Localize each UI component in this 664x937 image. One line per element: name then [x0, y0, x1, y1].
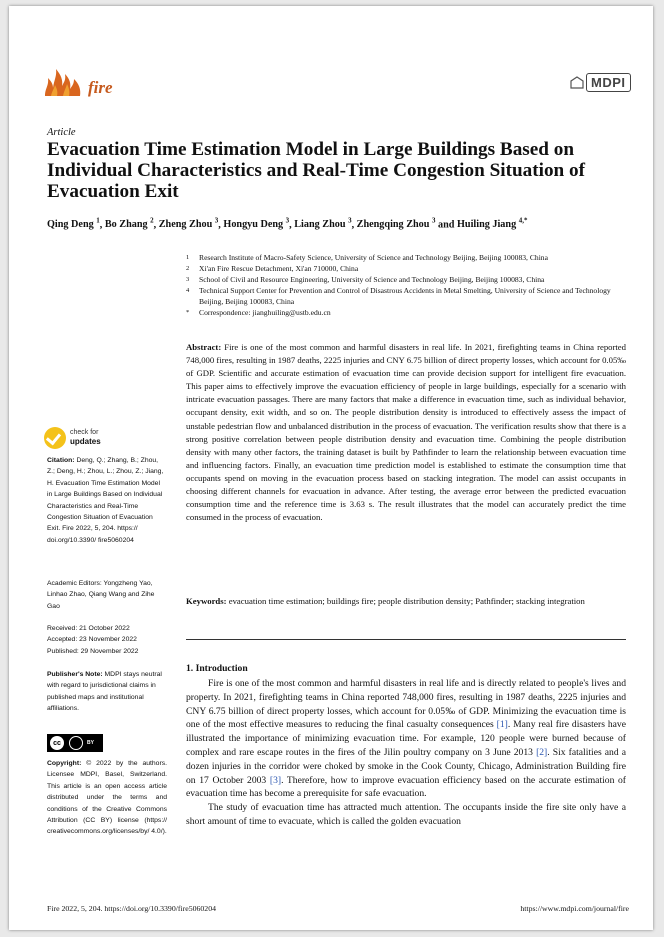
section-divider: [186, 639, 626, 640]
affiliation-item: [186, 307, 626, 318]
citation-block: [47, 455, 167, 546]
academic-editors: [47, 578, 167, 612]
check-for-label: check for: [70, 429, 99, 436]
affiliation-number: 2: [186, 265, 190, 272]
abstract-text: Fire is one of the most common and harmful disasters in real life. In 2021, firefighting teams in China reported 748,000 fires, resulting in 1987 deaths, 2225 injuries and CNY 6.75 billion of direct property losses, which account for 0.05‰ of GDP. Scientific and accurate estimation of evacuation time can provide decision support for intelligent fire evacuation. This paper aims to effectively improve the evacuation efficiency of people in large buildings, especially for a scenario with intricate evacuation passages. There are many factors that make a difference in evacuation time, such as individual behavior, occupant density, exit width, and so on. The people distribution density is introduced to effectively assess the impact of unstable pedestrian flow and unbalanced distribution in the process of evacuation. The verification results show that there is a strong positive correlation between people distribution density and evacuation time. Combining the people distribution density with many other factors, the training dataset is built by Pathfinder to learn the relationship between evacuation time and influencing factors. Finally, an evacuation time prediction model is established to estimate the consumption time that occupants spend on moving in the evacuation process based on stacking integration. The model can assist occupants in choosing different channels for evacuation in advance. After testing, the average error between the predicted evacuation consumption time and the reference time is 3.63 s. The result illustrates that the model can accurately predict the time consumed in the process of evacuation.: [186, 342, 627, 523]
section-heading: 1. Introduction: [186, 663, 248, 674]
dates-block: [47, 623, 167, 657]
author-affiliation-marker: 1: [96, 217, 100, 225]
article-type: Article: [47, 127, 76, 138]
affiliations: [186, 252, 626, 318]
footer-citation[interactable]: Fire 2022, 5, 204. https://doi.org/10.3390/fire5060204: [47, 904, 216, 913]
abstract: [186, 341, 626, 524]
author-name[interactable]: Liang Zhou $^3$: [294, 217, 352, 231]
affiliation-text: Technical Support Center for Prevention and Control of Disastrous Accidents in Metal Smelting, University of Science and Technology Beijing, Beijing 100083, China: [199, 286, 611, 306]
section-body: [186, 677, 626, 829]
author-name[interactable]: Hongyu Deng $^3$: [223, 217, 290, 231]
body-paragraph: [186, 677, 626, 801]
accepted-date: Accepted: 23 November 2022: [47, 636, 137, 644]
citation-link[interactable]: [2]: [536, 746, 548, 758]
keywords-text: evacuation time estimation; buildings fire; people distribution density; Pathfinder; stacking integration: [228, 596, 585, 606]
abstract-label: Abstract:: [186, 342, 222, 352]
citation-link[interactable]: [3]: [269, 774, 282, 786]
check-updates-icon: [44, 427, 66, 449]
editors-label: Academic Editors:: [47, 580, 102, 587]
body-text: . Six fatalities and a dozen injuries in the corridor were choked by smoke in the Cook County, Chicago, Administration Building fire on 17 October 2003: [186, 746, 626, 786]
body-text: . Many real fire disasters have illustrated the importance of minimizing evacuation time. For example, 120 people were burned because of complex and rare escape routes in the fires of the Jilin poultry company on 3 June 2013: [186, 719, 626, 758]
affiliation-text: Xi'an Fire Rescue Detachment, Xi'an 710000, China: [199, 264, 359, 273]
copyright-text: © 2022 by the authors. Licensee MDPI, Basel, Switzerland. This article is an open access article distributed under the terms and conditions of the Creative Commons Attribution (CC BY) license (https:// creativecommons.org/licenses/by/ 4.0/).: [47, 760, 168, 836]
editors-names: Yongzheng Yao, Linhao Zhao, Qiang Wang and Zihe Gao: [47, 580, 155, 610]
footer-journal-url[interactable]: https://www.mdpi.com/journal/fire: [520, 904, 629, 913]
keywords-label: Keywords:: [186, 596, 227, 606]
body-text: Fire is one of the most common and harmful disasters in real life and is directly related to people's lives and property. In 2021, firefighting teams in China reported 748,000 fires, resulting in 1987 deaths, 2225 injuries and CNY 6.75 billion of direct property losses, which account for 0.05‰ of GDP. Minimizing the evacuation time is one of the most effective measures to reducing the final casualty consequences: [186, 678, 626, 731]
received-date: Received: 21 October 2022: [47, 625, 130, 632]
affiliation-text: Research Institute of Macro-Safety Science, University of Science and Technology Beijing, Beijing 100083, China: [199, 253, 548, 262]
publishers-note: [47, 669, 167, 715]
author-name[interactable]: Zhengqing Zhou $^3$: [356, 217, 436, 231]
affiliation-text: Correspondence: jianghuiling@ustb.edu.cn: [199, 308, 331, 317]
publisher-logo[interactable]: [570, 73, 631, 92]
copyright-block: [47, 758, 167, 838]
author-affiliation-marker: 3: [431, 217, 436, 225]
publishers-note-text: MDPI stays neutral with regard to jurisdictional claims in published maps and institutional affiliations.: [47, 671, 162, 713]
affiliation-item: [186, 263, 626, 274]
keywords: [186, 595, 626, 608]
check-for-updates-badge[interactable]: [44, 427, 101, 449]
cc-by-license-badge[interactable]: [47, 734, 103, 752]
body-paragraph: The study of evacuation time has attracted much attention. The occupants inside the fire site only have a short amount of time to evacuate, which is called the golden evacuation: [186, 802, 626, 827]
author-name[interactable]: Qing Deng $^1$: [47, 217, 100, 231]
author-affiliation-marker: 2: [150, 217, 154, 225]
affiliation-number: 1: [186, 254, 190, 261]
publishers-note-label: Publisher's Note:: [47, 671, 103, 678]
citation-link[interactable]: [1]: [496, 719, 508, 731]
author-name[interactable]: Bo Zhang $^2$: [104, 217, 154, 231]
affiliation-number: 3: [186, 276, 190, 283]
affiliation-number: *: [186, 309, 190, 316]
author-affiliation-marker: 4,*: [518, 217, 528, 225]
mdpi-logo-icon: [570, 76, 584, 90]
affiliation-item: [186, 274, 626, 285]
journal-logo[interactable]: [43, 66, 113, 96]
author-name[interactable]: Huiling Jiang $^{4,*}$: [457, 217, 528, 231]
citation-text[interactable]: Deng, Q.; Zhang, B.; Zhou, Z.; Deng, H.; Zhou, L.; Zhou, Z.; Jiang, H. Evacuation Time Estimation Model in Large Buildings Based on Individual Characteristics and Real-Time Congestion Situation of Evacuation Exit. Fire 2022, 5, 204. https:// doi.org/10.3390/ fire5060204: [47, 457, 164, 544]
author-affiliation-marker: 3: [348, 217, 352, 225]
affiliation-item: [186, 285, 626, 307]
body-text: . Therefore, how to improve evacuation efficiency based on the accurate estimation of evacuation time has become a prerequisite for safe evacuation.: [186, 774, 627, 800]
author-affiliation-marker: 3: [214, 217, 219, 225]
cc-icon: cc: [50, 736, 64, 750]
flame-icon: [43, 66, 85, 96]
journal-name: fire: [88, 78, 113, 97]
article-title: Evacuation Time Estimation Model in Large Buildings Based on Individual Characteristics and Real-Time Congestion Situation of Evacuation Exit: [47, 139, 585, 202]
author-name[interactable]: Zheng Zhou $^3$: [158, 217, 219, 231]
updates-label: updates: [70, 436, 101, 446]
publisher-name: MDPI: [586, 73, 631, 92]
by-person-icon: [69, 736, 83, 750]
author-affiliation-marker: 3: [285, 217, 290, 225]
affiliation-item: [186, 252, 626, 263]
citation-label: Citation:: [47, 457, 75, 464]
affiliation-text: School of Civil and Resource Engineering, University of Science and Technology Beijing, Beijing 100083, China: [199, 275, 545, 284]
author-list: Qing Deng $^1$, Bo Zhang $^2$, Zheng Zhou $^3$, Hongyu Deng $^3$, Liang Zhou $^3$, Zhengqing Zhou $^3$ and Huiling Jiang $^{4,*}$: [47, 217, 528, 231]
copyright-label: Copyright:: [47, 760, 82, 767]
published-date: Published: 29 November 2022: [47, 647, 139, 655]
by-label: BY: [87, 740, 94, 746]
affiliation-number: 4: [186, 287, 190, 294]
article-page: [9, 6, 653, 930]
